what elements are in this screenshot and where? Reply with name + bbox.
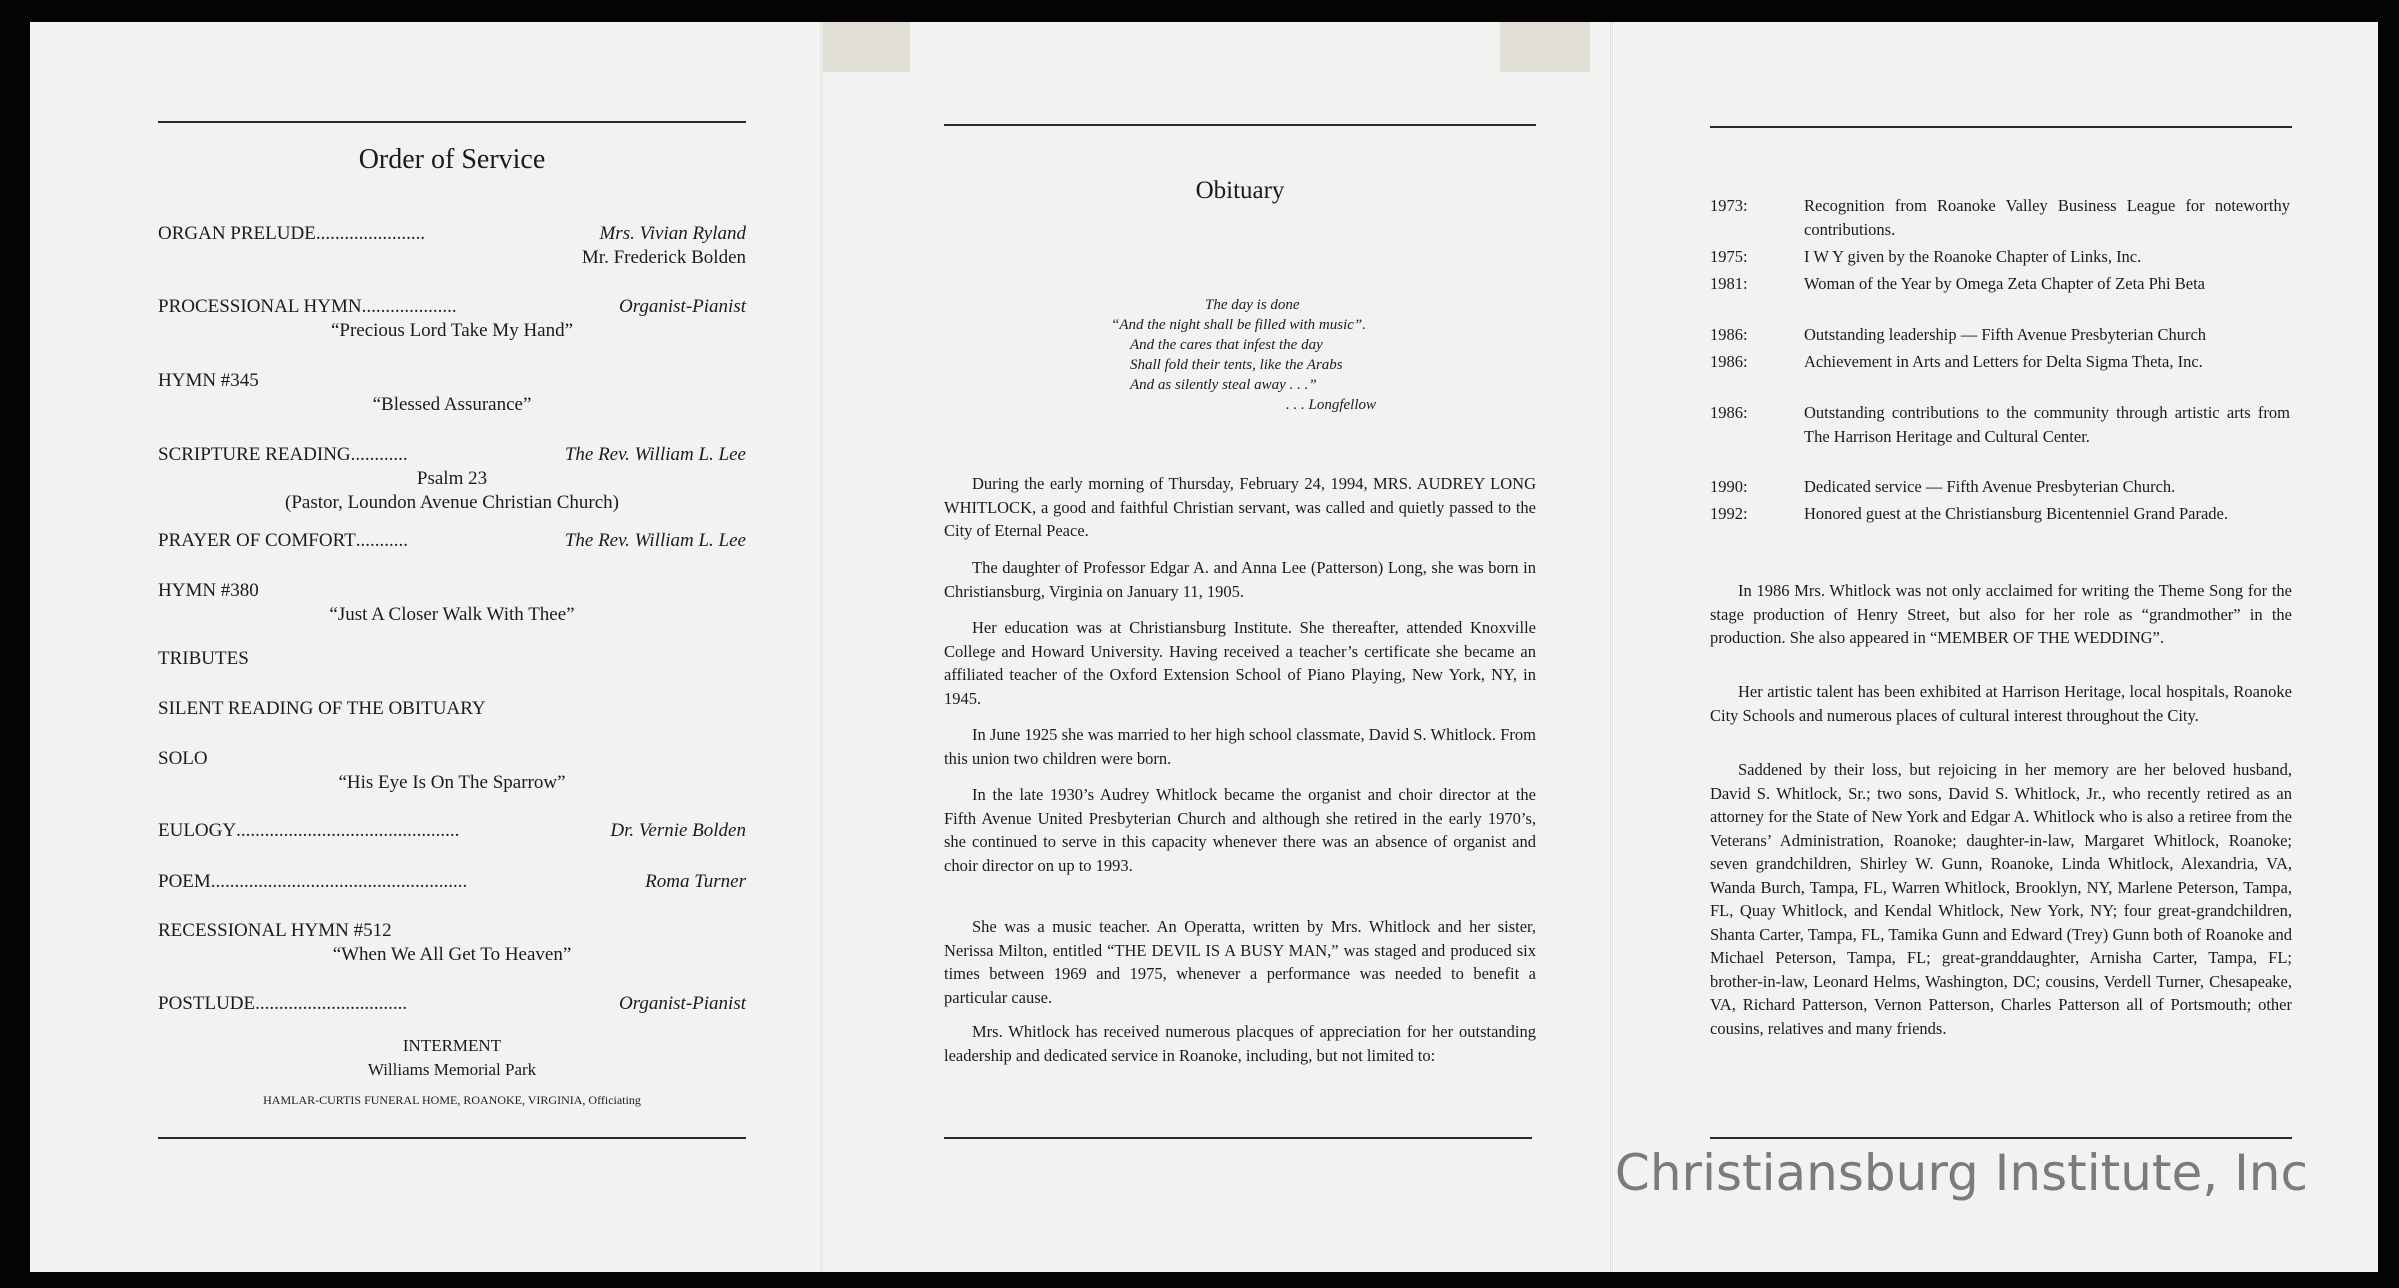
honor-year: 1986: xyxy=(1710,325,1748,344)
order-of-service-panel xyxy=(30,22,820,1272)
service-item-officiant: Dr. Vernie Bolden xyxy=(610,820,746,841)
dot-leader: ................................ xyxy=(255,993,408,1014)
service-item-detail: Psalm 23 xyxy=(416,468,488,489)
service-item-label: HYMN #380 xyxy=(158,580,259,601)
honor-text: Outstanding leadership — Fifth Avenue Presbyterian Church xyxy=(1804,325,2207,344)
service-item-label: ORGAN PRELUDE xyxy=(158,223,316,244)
service-item-label: PRAYER OF COMFORT xyxy=(158,530,356,551)
service-item-officiant: The Rev. William L. Lee xyxy=(564,444,746,465)
service-item-officiant: Mrs. Vivian Ryland xyxy=(599,223,746,244)
service-item xyxy=(158,919,746,943)
dot-leader xyxy=(208,747,746,771)
service-item-label: TRIBUTES xyxy=(158,648,249,669)
dot-leader: ............................................... xyxy=(236,820,460,841)
service-item-label: HYMN #345 xyxy=(158,370,259,391)
dot-leader xyxy=(392,919,746,943)
honor-text: Honored guest at the Christiansburg Bicentenniel Grand Parade. xyxy=(1804,504,2229,523)
honor-year: 1975: xyxy=(1710,247,1748,266)
poem-line: . . . Longfellow xyxy=(1286,397,1377,413)
service-item xyxy=(158,992,746,1016)
honor-year: 1992: xyxy=(1710,504,1748,523)
obituary-paragraph: She was a music teacher. An Operatta, written by Mrs. Whitlock and her sister, Nerissa Milton, entitled “THE DEVIL IS A BUSY MAN,” was staged and produced six times between 1969 and 1975, whenever a performance was needed to benefit a particular cause. xyxy=(944,917,1536,1007)
closing-paragraph: Her artistic talent has been exhibited at Harrison Heritage, local hospitals, Roanoke City Schools and numerous places of cultural interest throughout the City. xyxy=(1710,682,2292,725)
obituary-paragraph: The daughter of Professor Edgar A. and Anna Lee (Patterson) Long, she was born in Christiansburg, Virginia on January 11, 1905. xyxy=(944,558,1536,601)
interment-title: INTERMENT xyxy=(402,1036,502,1055)
funeral-home: HAMLAR-CURTIS FUNERAL HOME, ROANOKE, VIRGINIA, Officiating xyxy=(263,1093,641,1107)
honor-text: I W Y given by the Roanoke Chapter of Links, Inc. xyxy=(1804,247,2142,266)
honor-text: Dedicated service — Fifth Avenue Presbyterian Church. xyxy=(1804,477,2176,496)
service-item-label: RECESSIONAL HYMN #512 xyxy=(158,920,392,941)
obituary-title: Obituary xyxy=(1195,177,1285,204)
service-item-officiant: Organist-Pianist xyxy=(618,993,746,1014)
honor-year: 1986: xyxy=(1710,403,1748,422)
service-item xyxy=(158,697,746,721)
service-item xyxy=(158,222,746,246)
divider xyxy=(158,121,746,123)
interment-place: Williams Memorial Park xyxy=(367,1060,537,1079)
dot-leader xyxy=(486,697,746,721)
service-item-detail: “Blessed Assurance” xyxy=(372,394,532,415)
service-item-officiant: Roma Turner xyxy=(645,871,746,892)
service-item-detail: Mr. Frederick Bolden xyxy=(581,247,746,268)
divider xyxy=(1710,126,2292,128)
dot-leader xyxy=(249,647,746,671)
closing-paragraph: Saddened by their loss, but rejoicing in her memory are her beloved husband, David S. Whitlock, Sr.; two sons, David S. Whitlock, Jr., who recently retired as an attorney for the State of New York and Edgar A. Whitlock who is also a retiree from the Veterans’ Administration, Roanoke; daughter-in-law, Margaret Whitlock, Roanoke; seven grandchildren, Shirley W. Gunn, Roanoke, Linda Whitlock, Alexandria, VA, Wanda Burch, Tampa, FL, Warren Whitlock, Brooklyn, NY, Marlene Peterson, Tampa, FL, Quay Whitlock, and Kendal Whitlock, New York, NY; four great-grandchildren, Shanta Carter, Tampa, FL, Tamika Gunn and Edward (Trey) Gunn both of Roanoke and Michael Peterson, Tampa, FL; great-granddaughter, Arnisha Carter, Tampa, FL; brother-in-law, Leonard Helms, Washington, DC; cousins, Verdell Turner, Chesapeake, VA, Richard Patterson, Vernon Patterson, Charles Patterson all of Portsmouth; other cousins, relatives and many friends. xyxy=(1710,760,2292,1038)
obituary-paragraph: During the early morning of Thursday, February 24, 1994, MRS. AUDREY LONG WHITLOCK, a good and faithful Christian servant, was called and quietly passed to the City of Eternal Peace. xyxy=(944,474,1536,540)
service-item-label: SILENT READING OF THE OBITUARY xyxy=(158,698,486,719)
divider xyxy=(944,1137,1532,1139)
honor-year: 1990: xyxy=(1710,477,1748,496)
dot-leader: ....................... xyxy=(315,223,426,244)
service-item-officiant: Organist-Pianist xyxy=(618,296,746,317)
obituary-paragraph: In the late 1930’s Audrey Whitlock became the organist and choir director at the Fifth Avenue United Presbyterian Church and although she retired in the early 1970’s, she continued to serve in this capacity whenever there was an absence of organist and choir director on up to 1993. xyxy=(944,785,1536,875)
service-item xyxy=(158,870,746,894)
honor-year: 1981: xyxy=(1710,274,1748,293)
dot-leader xyxy=(259,369,746,393)
service-item xyxy=(158,369,746,393)
service-item-detail: “His Eye Is On The Sparrow” xyxy=(338,772,566,793)
service-item xyxy=(158,819,746,843)
honor-text: Woman of the Year by Omega Zeta Chapter of Zeta Phi Beta xyxy=(1804,274,2205,293)
service-item xyxy=(158,747,746,771)
poem-line: And as silently steal away . . .” xyxy=(1130,377,1317,393)
poem-line: And the cares that infest the day xyxy=(1130,337,1323,353)
divider xyxy=(158,1137,746,1139)
service-item-label: POEM xyxy=(158,871,211,892)
poem-line: The day is done xyxy=(1205,297,1300,313)
service-item-detail: (Pastor, Loundon Avenue Christian Church) xyxy=(285,492,619,513)
service-item-label: EULOGY xyxy=(158,820,237,841)
service-item-officiant: The Rev. William L. Lee xyxy=(564,530,746,551)
obituary-panel xyxy=(820,22,1610,1272)
service-item-label: SCRIPTURE READING xyxy=(158,444,351,465)
divider xyxy=(944,124,1536,126)
divider xyxy=(1710,1137,2292,1139)
honor-text: Achievement in Arts and Letters for Delta Sigma Theta, Inc. xyxy=(1804,352,2203,371)
poem-line: Shall fold their tents, like the Arabs xyxy=(1130,357,1343,373)
order-of-service-title: Order of Service xyxy=(358,144,546,175)
watermark: Christiansburg Institute, Inc xyxy=(1614,1144,2308,1202)
poem-line: “And the night shall be filled with music”. xyxy=(1111,317,1366,333)
dot-leader: ........... xyxy=(355,530,408,551)
honors-panel xyxy=(1610,22,2378,1272)
honor-year: 1986: xyxy=(1710,352,1748,371)
obituary-paragraph: Mrs. Whitlock has received numerous placques of appreciation for her outstanding leadership and dedicated service in Roanoke, including, but not limited to: xyxy=(944,1022,1536,1065)
service-item-label: POSTLUDE xyxy=(158,993,256,1014)
service-item-detail: “Just A Closer Walk With Thee” xyxy=(329,604,575,625)
obituary-paragraph: Her education was at Christiansburg Institute. She thereafter, attended Knoxville College and Howard University. Having received a teacher’s certificate she became an affiliated teacher of the Oxford Extension School of Piano Playing, New York, NY, in 1945. xyxy=(944,618,1536,708)
dot-leader xyxy=(259,579,746,603)
program-sheet xyxy=(30,22,2378,1272)
honor-text: Outstanding contributions to the community through artistic arts from The Harrison Heritage and Cultural Center. xyxy=(1804,403,2290,446)
dot-leader: ...................................................... xyxy=(210,871,468,892)
service-item-label: PROCESSIONAL HYMN xyxy=(158,296,362,317)
obituary-paragraph: In June 1925 she was married to her high school classmate, David S. Whitlock. From this union two children were born. xyxy=(944,725,1536,768)
service-item xyxy=(158,647,746,671)
dot-leader: .................... xyxy=(361,296,457,317)
honor-year: 1973: xyxy=(1710,196,1748,215)
honor-text: Recognition from Roanoke Valley Business League for noteworthy contributions. xyxy=(1804,196,2290,239)
closing-paragraph: In 1986 Mrs. Whitlock was not only acclaimed for writing the Theme Song for the stage production of Henry Street, but also for her role as “grandmother” in the production. She also appeared in “MEMBER OF THE WEDDING”. xyxy=(1710,581,2292,647)
service-item xyxy=(158,579,746,603)
service-item-detail: “Precious Lord Take My Hand” xyxy=(330,320,574,341)
service-item-label: SOLO xyxy=(158,748,208,769)
service-item-detail: “When We All Get To Heaven” xyxy=(332,944,572,965)
service-item xyxy=(158,443,746,467)
service-item xyxy=(158,529,746,553)
dot-leader: ............ xyxy=(350,444,408,465)
service-item xyxy=(158,295,746,319)
